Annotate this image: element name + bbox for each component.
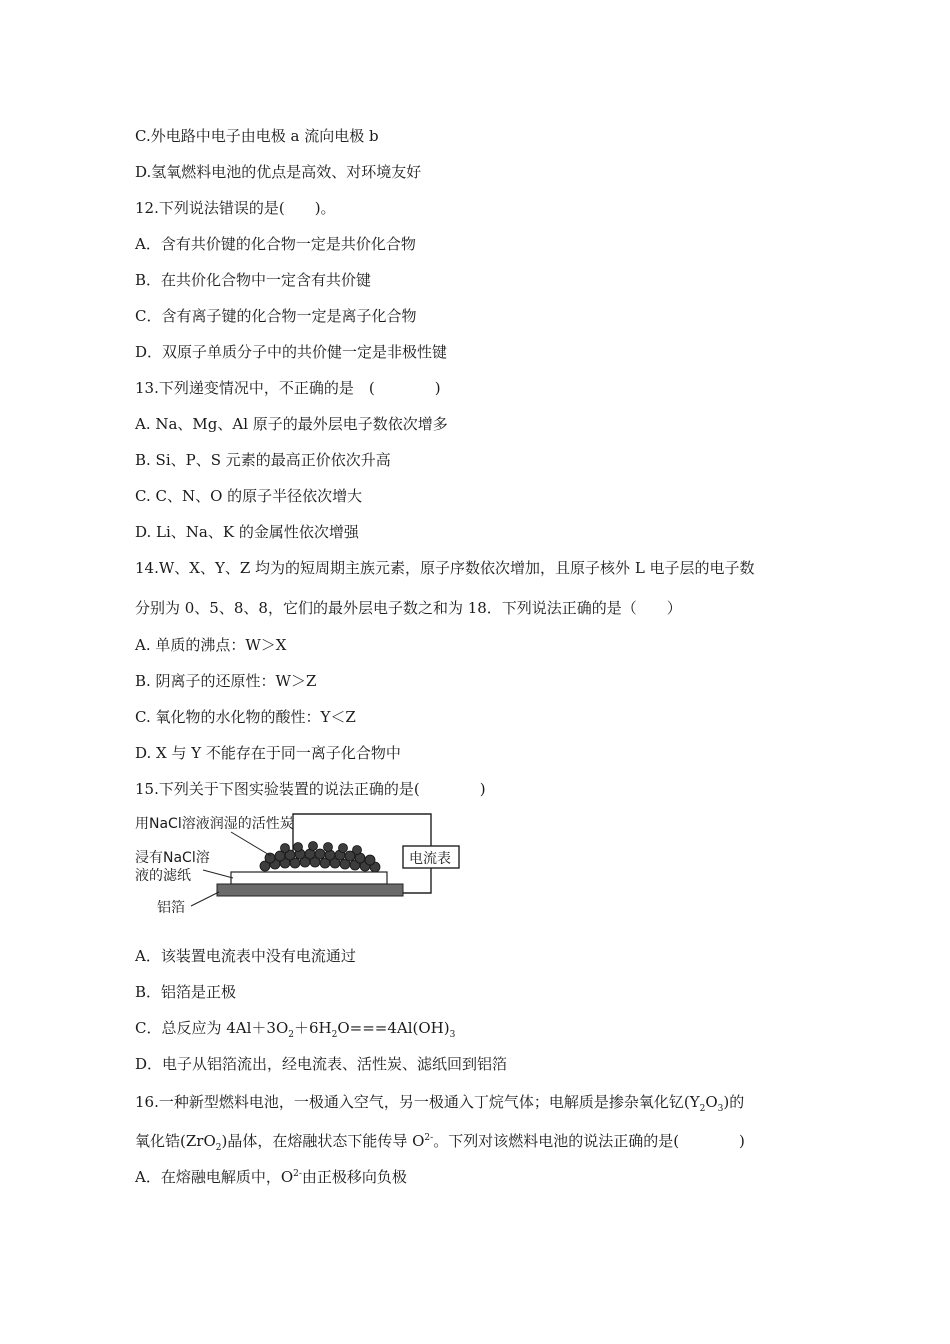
foil-label: 铝箔 [157,900,185,916]
filter-paper-pointer [203,870,233,878]
option-a-q15: A．该装置电流表中没有电流通过 [135,947,356,965]
circuit-wire-lower [403,868,431,893]
option-c-q14: C. 氧化物的水化物的酸性：Y＜Z [135,708,356,726]
option-a-q13: A. Na、Mg、Al 原子的最外层电子数依次增多 [135,415,448,433]
filter-paper-label-1: 浸有NaCl溶 [135,850,210,866]
question-12: 12.下列说法错误的是( )。 [135,199,336,217]
carbon-pointer [231,832,271,856]
foil-pointer [191,892,219,906]
question-13: 13.下列递变情况中，不正确的是 ( ) [135,379,441,397]
option-d-q14: D. X 与 Y 不能存在于同一离子化合物中 [135,744,401,762]
question-15: 15.下列关于下图实验装置的说法正确的是( ) [135,780,486,798]
activated-carbon [260,842,380,873]
option-d-q11: D.氢氧燃料电池的优点是高效、对环境友好 [135,163,422,181]
option-d-q15: D．电子从铝箔流出，经电流表、活性炭、滤纸回到铝箔 [135,1055,508,1073]
option-b-q12: B．在共价化合物中一定含有共价键 [135,271,372,289]
question-14-line-1: 14.W、X、Y、Z 均为的短周期主族元素，原子序数依次增加，且原子核外 L 电子层的电子数 [135,559,755,577]
option-c-q13: C. C、N、O 的原子半径依次增大 [135,487,363,505]
option-b-q15: B．铝箔是正极 [135,983,237,1001]
option-c-q15: C．总反应为 $4Al+3O_2+6H_2O===4Al(OH)_3$ [135,1019,456,1040]
option-c-q12: C．含有离子键的化合物一定是离子化合物 [135,307,417,325]
ammeter-label: 电流表 [409,851,451,867]
question-16-line-2: 氧化锆(ZrO$_2$)晶体，在熔融状态下能传导 $O^{2-}$。下列对该燃料电池的说法正确的是( ) [135,1132,745,1153]
filter-paper-label-2: 液的滤纸 [135,868,191,884]
carbon-label: 用NaCl溶液润湿的活性炭 [135,816,294,832]
option-a-q14: A. 单质的沸点：W＞X [135,636,287,654]
question-14-line-2: 分别为 0、5、8、8，它们的最外层电子数之和为 18．下列说法正确的是（ ） [135,599,682,617]
option-a-q16: A．在熔融电解质中，$O^{2-}$由正极移向负极 [135,1168,407,1186]
aluminum-foil [217,884,403,896]
filter-paper [231,872,387,884]
option-c-q11: C.外电路中电子由电极 a 流向电极 b [135,127,379,145]
option-d-q12: D．双原子单质分子中的共价健一定是非极性键 [135,343,448,361]
option-a-q12: A．含有共价键的化合物一定是共价化合物 [135,235,416,253]
option-b-q14: B. 阴离子的还原性：W＞Z [135,672,317,690]
question-16-line-1: 16.一种新型燃料电池，一极通入空气，另一极通入丁烷气体；电解质是掺杂氧化钇$(Y_2O_3)$的 [135,1093,745,1114]
battery-apparatus-diagram [133,808,473,918]
option-b-q13: B. Si、P、S 元素的最高正价依次升高 [135,451,391,469]
option-d-q13: D. Li、Na、K 的金属性依次增强 [135,523,359,541]
